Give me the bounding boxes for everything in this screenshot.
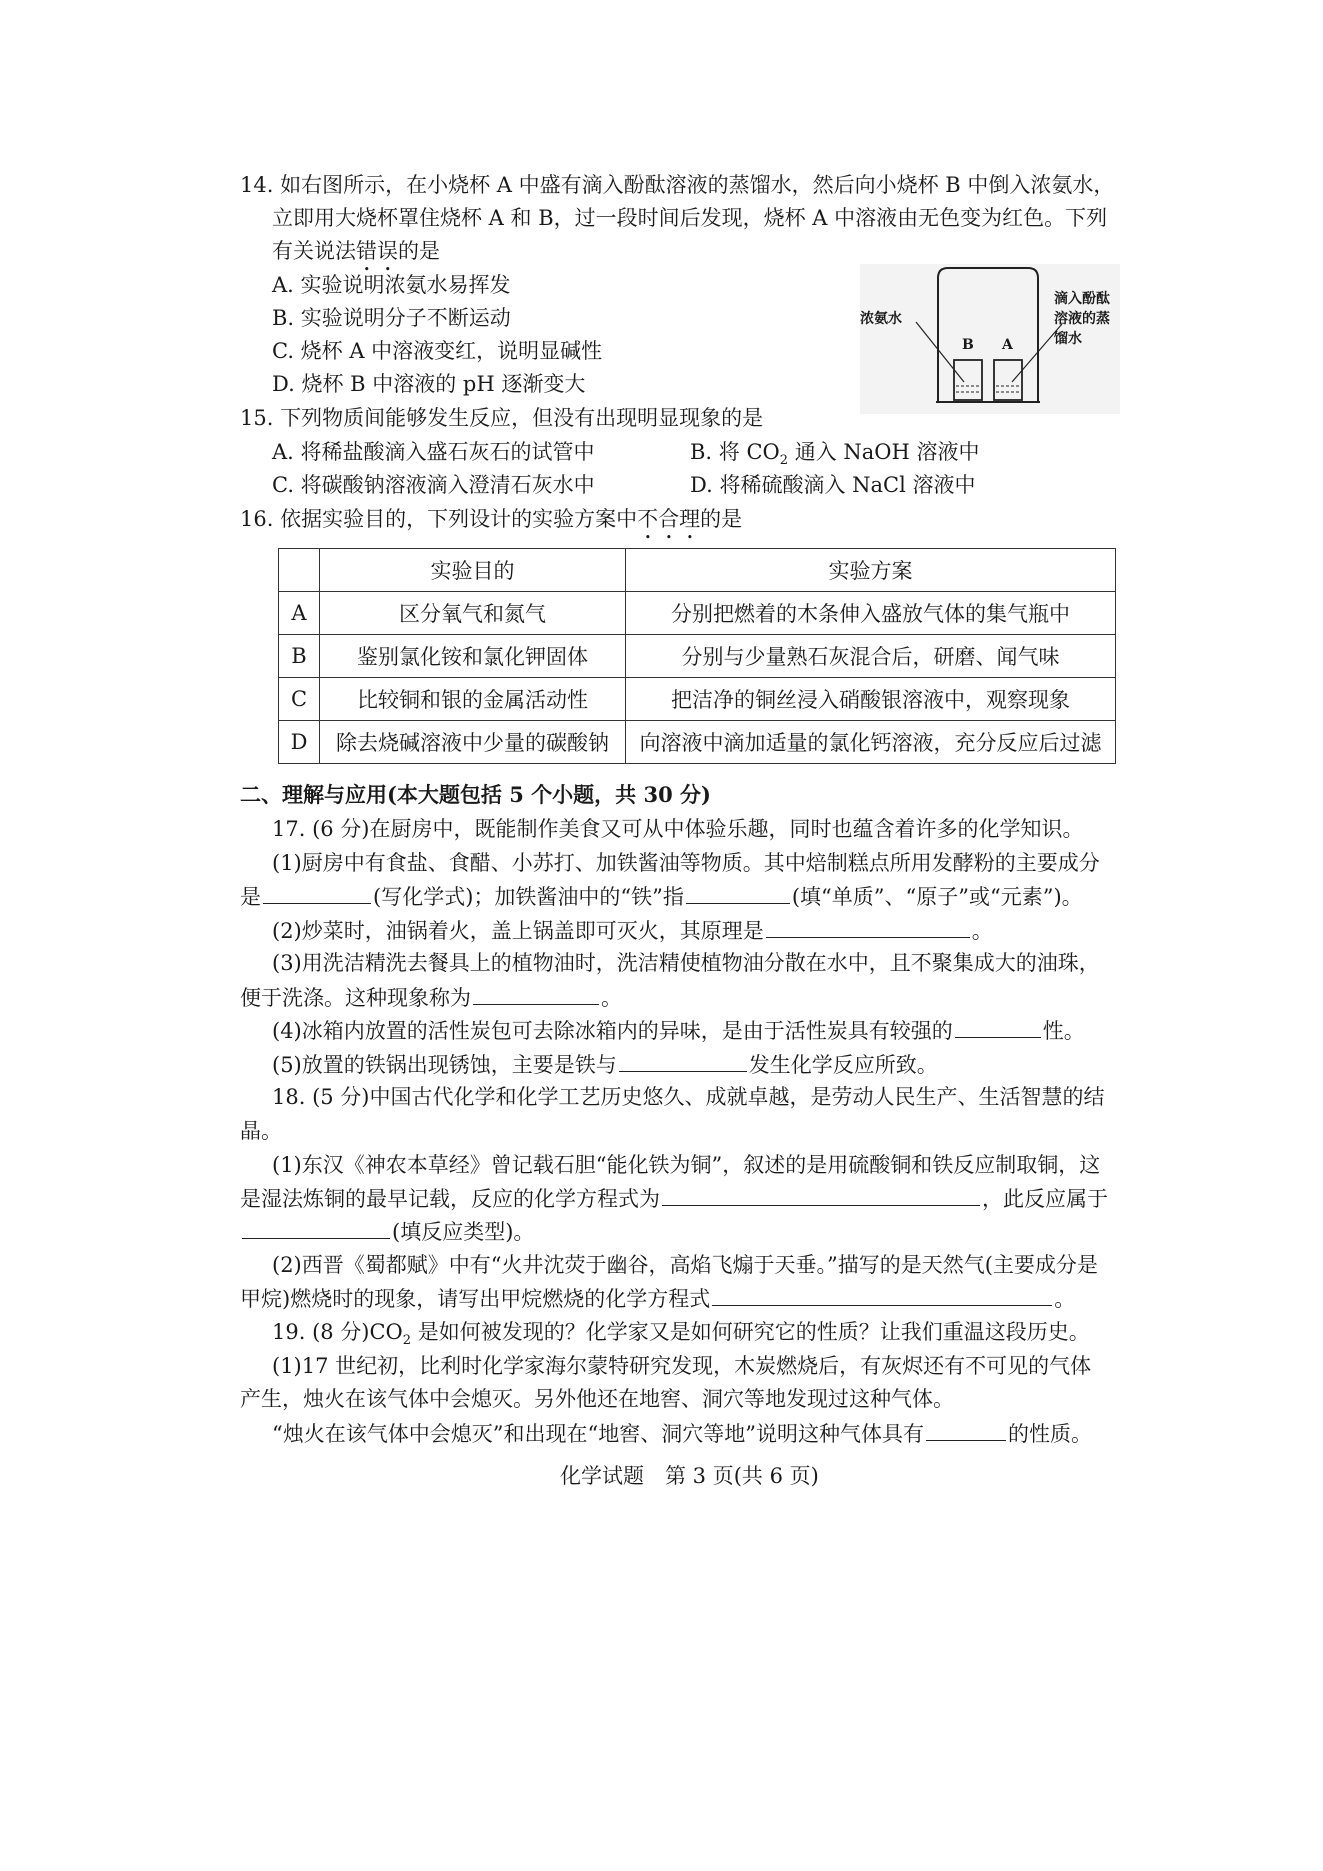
table-corner-cell	[279, 549, 320, 592]
answer-blank[interactable]	[955, 1015, 1041, 1038]
row-label: B	[279, 635, 320, 678]
table-header-goal: 实验目的	[320, 549, 626, 592]
q18-p2-line2: 甲烷)燃烧时的现象，请写出甲烷燃烧的化学方程式 。	[240, 1283, 1075, 1314]
q14-line2: 立即用大烧杯罩住烧杯 A 和 B，过一段时间后发现，烧杯 A 中溶液由无色变为红色。下列	[272, 206, 1108, 230]
answer-blank[interactable]	[263, 881, 371, 904]
q17-p3-line1: (3)用洗洁精洗去餐具上的植物油时，洗洁精使植物油分散在水中，且不聚集成大的油珠，	[272, 951, 1100, 975]
q17-p1-line1: (1)厨房中有食盐、食醋、小苏打、加铁酱油等物质。其中焙制糕点所用发酵粉的主要成分	[272, 851, 1100, 875]
answer-blank[interactable]	[712, 1283, 1052, 1306]
q17-p3-line2: 便于洗涤。这种现象称为 。	[240, 982, 622, 1013]
beaker-diagram	[860, 264, 1120, 414]
experiment-table	[278, 548, 1116, 764]
q17-p4: (4)冰箱内放置的活性炭包可去除冰箱内的异味，是由于活性炭具有较强的 性。	[272, 1015, 1085, 1046]
q15-option-a: A. 将稀盐酸滴入盛石灰石的试管中	[272, 440, 595, 464]
q18-stem-line1: 18. (5 分)中国古代化学和化学工艺历史悠久、成就卓越，是劳动人民生产、生活智慧的结	[272, 1085, 1105, 1109]
q16-emphasis: 不合理	[637, 507, 701, 531]
answer-blank[interactable]	[766, 915, 970, 938]
q17-p2: (2)炒菜时，油锅着火，盖上锅盖即可灭火，其原理是 。	[272, 915, 993, 946]
table-row	[279, 721, 1116, 764]
beaker-a-label: A	[1002, 337, 1013, 353]
q14-line1: 14. 如右图所示，在小烧杯 A 中盛有滴入酚酞溶液的蒸馏水，然后向小烧杯 B 中倒入浓氨水，	[240, 173, 1115, 197]
q19-p1-line3: “烛火在该气体中会熄灭”和出现在“地窖、洞穴等地”说明这种气体具有 的性质。	[272, 1418, 1092, 1449]
table-row	[279, 635, 1116, 678]
answer-blank[interactable]	[662, 1183, 980, 1206]
phenolphthalein-label-2: 溶液的蒸	[1054, 311, 1110, 327]
q18-p2-line1: (2)西晋《蜀都赋》中有“火井沈荧于幽谷，高焰飞煽于天垂。”描写的是天然气(主要成分是	[272, 1253, 1098, 1277]
row-plan: 分别与少量熟石灰混合后，研磨、闻气味	[626, 635, 1116, 678]
q14-option-b: B. 实验说明分子不断运动	[272, 306, 511, 330]
row-plan: 分别把燃着的木条伸入盛放气体的集气瓶中	[626, 592, 1116, 635]
table-header-plan: 实验方案	[626, 549, 1116, 592]
table-row	[279, 592, 1116, 635]
q18-p1-line1: (1)东汉《神农本草经》曾记载石胆“能化铁为铜”，叙述的是用硫酸铜和铁反应制取铜，这	[272, 1153, 1101, 1177]
ammonia-label: 浓氨水	[860, 311, 902, 327]
page-footer: 化学试题 第 3 页(共 6 页)	[560, 1464, 819, 1488]
row-label: A	[279, 592, 320, 635]
q17-stem: 17. (6 分)在厨房中，既能制作美食又可从中体验乐趣，同时也蕴含着许多的化学知识。	[272, 817, 1084, 841]
row-goal: 除去烧碱溶液中少量的碳酸钠	[320, 721, 626, 764]
answer-blank[interactable]	[619, 1049, 747, 1072]
q14-line3: 有关说法错误的是	[272, 239, 440, 263]
answer-blank[interactable]	[926, 1418, 1006, 1441]
q15-stem: 15. 下列物质间能够发生反应，但没有出现明显现象的是	[240, 406, 764, 430]
q17-p5: (5)放置的铁锅出现锈蚀，主要是铁与 发生化学反应所致。	[272, 1049, 938, 1080]
beaker-b-label: B	[962, 337, 974, 353]
row-label: C	[279, 678, 320, 721]
answer-blank[interactable]	[686, 881, 790, 904]
q19-p1-line2: 产生，烛火在该气体中会熄灭。另外他还在地窖、洞穴等地发现过这种气体。	[240, 1387, 954, 1411]
row-goal: 鉴别氯化铵和氯化钾固体	[320, 635, 626, 678]
q14-emphasis: 错误	[356, 239, 398, 263]
q15-option-b: B. 将 $CO_2$ 通入 NaOH 溶液中	[690, 440, 980, 469]
q14-option-d: D. 烧杯 B 中溶液的 pH 逐渐变大	[272, 372, 586, 396]
q19-p1-line1: (1)17 世纪初，比利时化学家海尔蒙特研究发现，木炭燃烧后，有灰烬还有不可见的气体	[272, 1354, 1092, 1378]
row-label: D	[279, 721, 320, 764]
table-header-row	[279, 549, 1116, 592]
q15-option-c: C. 将碳酸钠溶液滴入澄清石灰水中	[272, 473, 595, 497]
row-goal: 区分氧气和氮气	[320, 592, 626, 635]
q17-p1-line2: 是 (写化学式)；加铁酱油中的“铁”指 (填“单质”、“原子”或“元素”)。	[240, 881, 1083, 912]
row-plan: 向溶液中滴加适量的氯化钙溶液，充分反应后过滤	[626, 721, 1116, 764]
answer-blank[interactable]	[473, 982, 599, 1005]
phenolphthalein-label-3: 馏水	[1054, 331, 1082, 347]
q14-option-a: A. 实验说明浓氨水易挥发	[272, 273, 511, 297]
q16-stem: 16. 依据实验目的，下列设计的实验方案中不合理的是	[240, 507, 743, 531]
q19-stem: 19. (8 分)$CO_2$ 是如何被发现的？化学家又是如何研究它的性质？让我们重温这段历史。	[272, 1320, 1090, 1349]
q14-option-c: C. 烧杯 A 中溶液变红，说明显碱性	[272, 339, 603, 363]
answer-blank[interactable]	[242, 1216, 390, 1239]
q18-stem-line2: 晶。	[240, 1119, 282, 1143]
row-plan: 把洁净的铜丝浸入硝酸银溶液中，观察现象	[626, 678, 1116, 721]
row-goal: 比较铜和银的金属活动性	[320, 678, 626, 721]
section-title: 二、理解与应用(本大题包括 5 个小题，共 30 分)	[240, 782, 711, 807]
q18-p1-line3: (填反应类型)。	[240, 1216, 534, 1247]
q18-p1-line2: 是湿法炼铜的最早记载，反应的化学方程式为 ，此反应属于	[240, 1183, 1108, 1214]
phenolphthalein-label-1: 滴入酚酞	[1054, 291, 1110, 307]
table-row	[279, 678, 1116, 721]
q15-option-d: D. 将稀硫酸滴入 NaCl 溶液中	[690, 473, 976, 497]
